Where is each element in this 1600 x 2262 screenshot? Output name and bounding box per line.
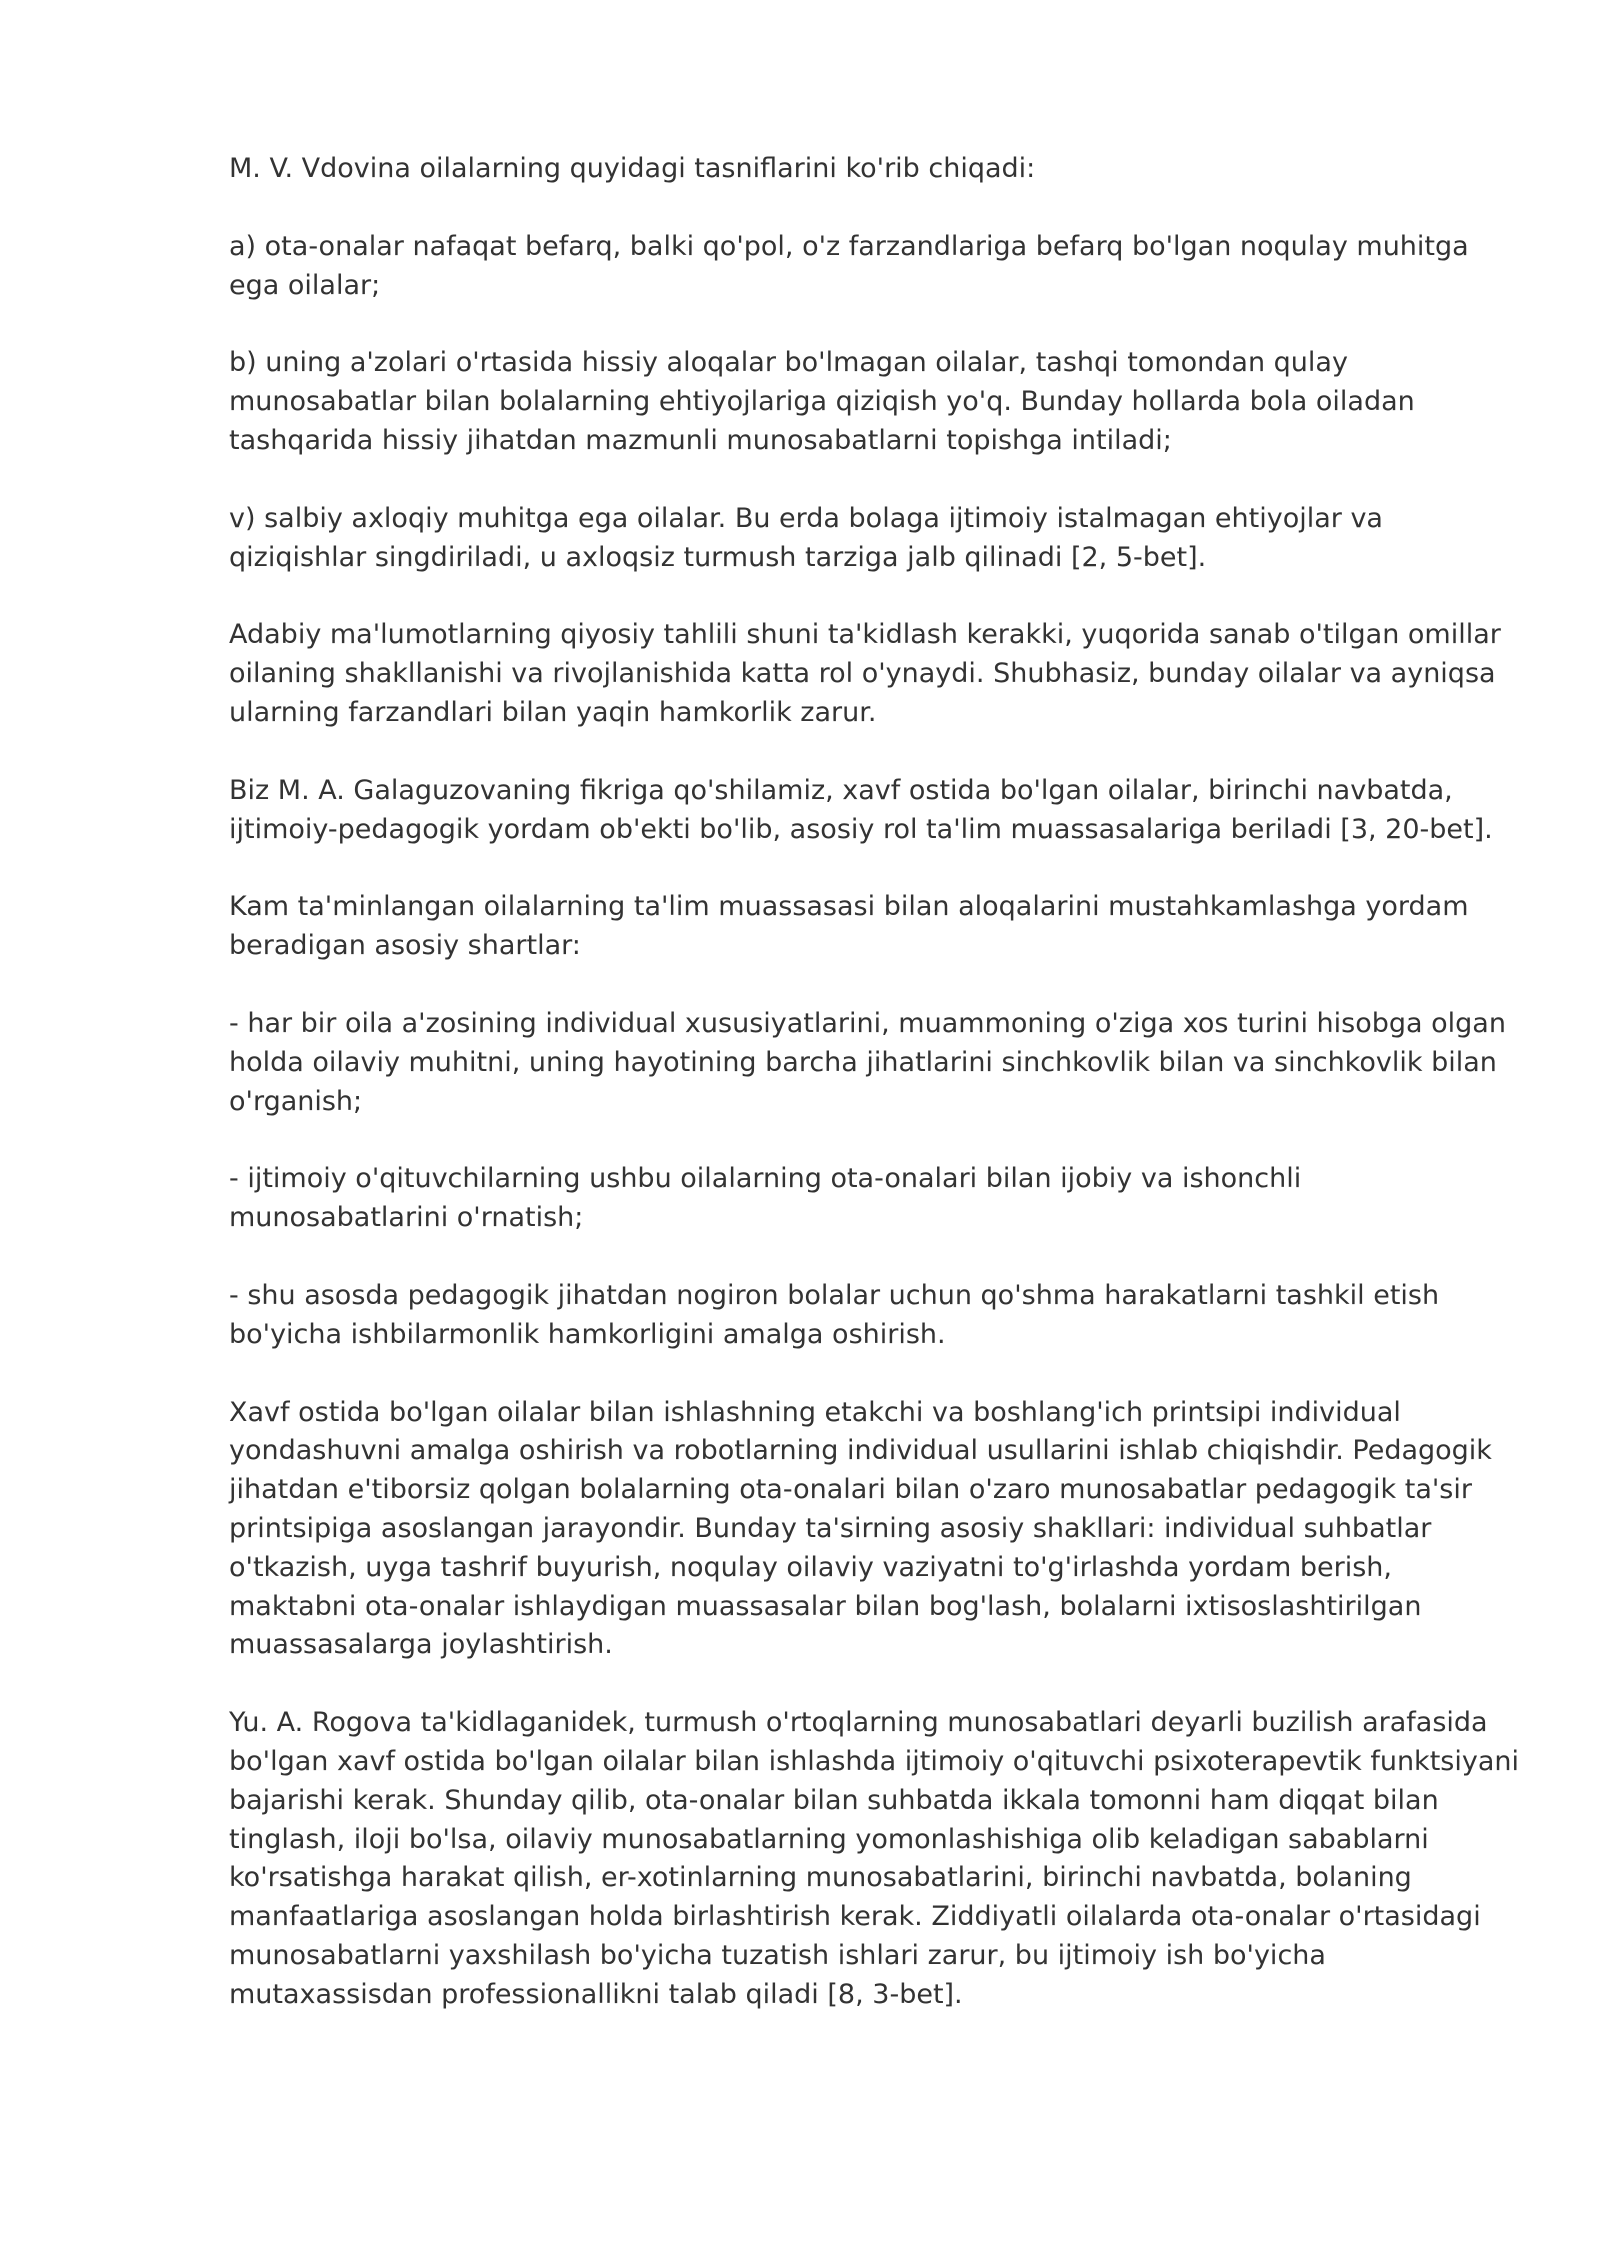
paragraph-item-v: v) salbiy axloqiy muhitga ega oilalar. Bu erda bolaga ijtimoiy istalmagan ehtiyojlar va qiziqishlar singdiriladi, u axloqsiz turmush tarziga jalb qilinadi [2, 5-bet]. (229, 502, 1383, 573)
paragraph-intro: M. V. Vdovina oilalarning quyidagi tasniflarini ko'rib chiqadi: (229, 153, 1036, 184)
paragraph-galaguzova: Biz M. A. Galaguzovaning fikriga qo'shilamiz, xavf ostida bo'lgan oilalar, birinchi navbatda, ijtimoiy-pedagogik yordam ob'ekti bo'lib, asosiy rol ta'lim muassasalariga beriladi [3, 20-bet]. (229, 774, 1493, 845)
paragraph-item-a: a) ota-onalar nafaqat befarq, balki qo'pol, o'z farzandlariga befarq bo'lgan noqulay muhitga ega oilalar; (229, 230, 1469, 301)
paragraph-condition-3: - shu asosda pedagogik jihatdan nogiron bolalar uchun qo'shma harakatlarni tashkil etish bo'yicha ishbilarmonlik hamkorligini amalga oshirish. (229, 1279, 1440, 1350)
paragraph-conditions-intro: Kam ta'minlangan oilalarning ta'lim muassasasi bilan aloqalarini mustahkamlashga yordam beradigan asosiy shartlar: (229, 891, 1469, 962)
paragraph-rogova: Yu. A. Rogova ta'kidlaganidek, turmush o'rtoqlarning munosabatlari deyarli buzilish arafasida bo'lgan xavf ostida bo'lgan oilalar bilan ishlashda ijtimoiy o'qituvchi psixoterapevtik funktsiyani bajarishi kerak. Shunday qilib, ota-onalar bilan suhbatda ikkala tomonni ham diqqat bilan tinglash, iloji bo'lsa, oilaviy munosabatlarning yomonlashishiga olib keladigan sabablarni ko'rsatishga harakat qilish, er-xotinlarning munosabatlarini, birinchi navbatda, bolaning manfaatlariga asoslangan holda birlashtirish kerak. Ziddiyatli oilalarda ota-onalar o'rtasidagi munosabatlarni yaxshilash bo'yicha tuzatish ishlari zarur, bu ijtimoiy ish bo'yicha mutaxassisdan professionallikni talab qiladi [8, 3-bet]. (229, 1707, 1519, 2010)
paragraph-condition-1: - har bir oila a'zosining individual xususiyatlarini, muammoning o'ziga xos turini hisobga olgan holda oilaviy muhitni, uning hayotining barcha jihatlarini sinchkovlik bilan va sinchkovlik bilan o'rganish; (229, 1007, 1506, 1117)
paragraph-condition-2: - ijtimoiy o'qituvchilarning ushbu oilalarning ota-onalari bilan ijobiy va ishonchli munosabatlarini o'rnatish; (229, 1163, 1302, 1234)
paragraph-principles: Xavf ostida bo'lgan oilalar bilan ishlashning etakchi va boshlang'ich printsipi individual yondashuvni amalga oshirish va robotlarning individual usullarini ishlab chiqishdir. Pedagogik jihatdan e'tiborsiz qolgan bolalarning ota-onalari bilan o'zaro munosabatlar pedagogik ta'sir printsipiga asoslangan jarayondir. Bunday ta'sirning asosiy shakllari: individual suhbatlar o'tkazish, uyga tashrif buyurish, noqulay oilaviy vaziyatni to'g'irlashda yordam berish, maktabni ota-onalar ishlaydigan muassasalar bilan bog'lash, bolalarni ixtisoslashtirilgan muassasalarga joylashtirish. (229, 1396, 1492, 1661)
paragraph-analysis: Adabiy ma'lumotlarning qiyosiy tahlili shuni ta'kidlash kerakki, yuqorida sanab o'tilgan omillar oilaning shakllanishi va rivojlanishida katta rol o'ynaydi. Shubhasiz, bunday oilalar va ayniqsa ularning farzandlari bilan yaqin hamkorlik zarur. (229, 619, 1501, 728)
paragraph-item-b: b) uning a'zolari o'rtasida hissiy aloqalar bo'lmagan oilalar, tashqi tomondan qulay munosabatlar bilan bolalarning ehtiyojlariga qiziqish yo'q. Bunday hollarda bola oiladan tashqarida hissiy jihatdan mazmunli munosabatlarni topishga intiladi; (229, 347, 1415, 456)
document-body (229, 150, 1519, 2014)
